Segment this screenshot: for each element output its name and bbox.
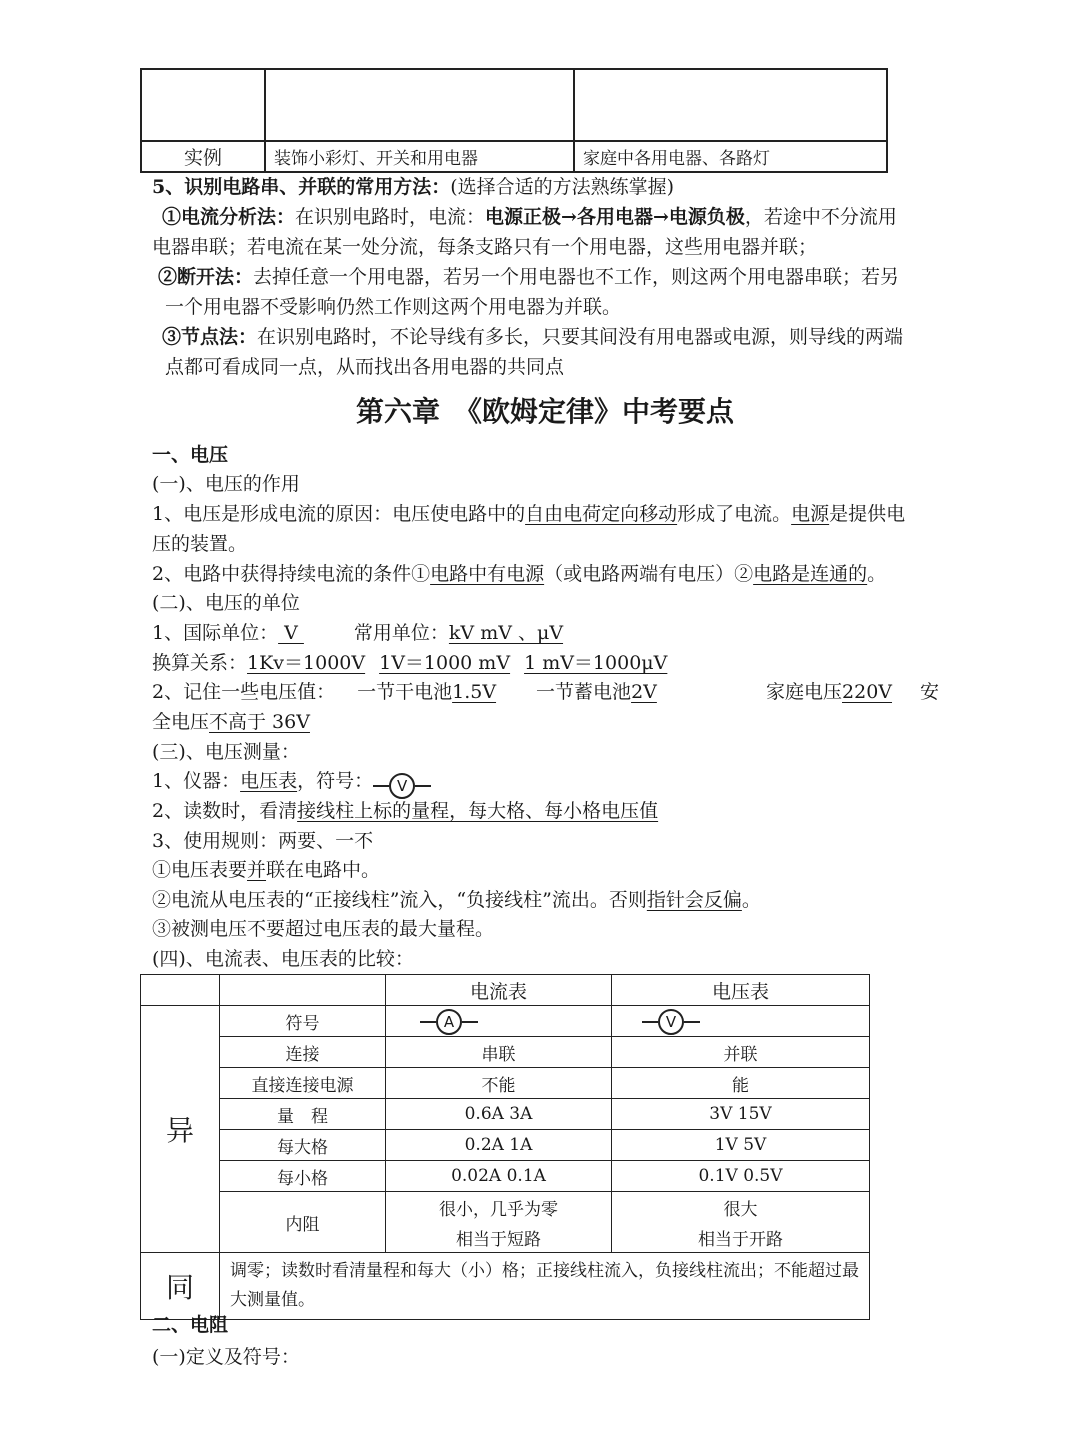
reading-rule: 2、读数时，看清接线柱上标的量程，每大格、每小格电压值 xyxy=(152,800,659,822)
method-current-line2: 电器串联；若电流在某一处分流，每条支路只有一个用电器，这些用电器并联； xyxy=(152,236,818,258)
voltmeter-value: 3V 15V xyxy=(612,1099,870,1130)
ammeter-value: 串联 xyxy=(386,1037,612,1068)
rule-parallel: ①电压表要并联在电路中。 xyxy=(152,859,381,881)
voltmeter-symbol-cell xyxy=(612,1006,870,1037)
ammeter-header: 电流表 xyxy=(386,975,612,1006)
voltage-measure-heading: (三)、电压测量： xyxy=(152,741,300,763)
voltmeter-symbol-icon: V xyxy=(373,773,431,799)
safe-voltage-prefix: 安 xyxy=(920,681,940,703)
row-label: 每大格 xyxy=(220,1130,386,1161)
row-label: 内阻 xyxy=(220,1192,386,1253)
row-label: 每小格 xyxy=(220,1161,386,1192)
series-example: 装饰小彩灯、开关和用电器 xyxy=(265,141,574,172)
voltmeter-symbol-icon: V xyxy=(642,1009,700,1035)
section-voltage-heading: 一、电压 xyxy=(152,444,229,466)
method-node-line2: 点都可看成同一点，从而找出各用电器的共同点 xyxy=(165,356,565,378)
current-condition: 2、电路中获得持续电流的条件①电路中有电源（或电路两端有电压）②电路是连通的。 xyxy=(152,563,887,585)
comparison-heading: (四)、电流表、电压表的比较： xyxy=(152,948,414,970)
si-unit: 1、国际单位： V 常用单位：kV mV 、μV xyxy=(152,622,564,644)
meter-comparison-table xyxy=(140,974,870,1320)
voltmeter-value: 0.1V 0.5V xyxy=(612,1161,870,1192)
ammeter-value: 不能 xyxy=(386,1068,612,1099)
circuit-table-fragment xyxy=(140,68,888,173)
example-label: 实例 xyxy=(141,141,265,172)
row-label: 直接连接电源 xyxy=(220,1068,386,1099)
parallel-example: 家庭中各用电器、各路灯 xyxy=(574,141,887,172)
voltage-unit-heading: (二)、电压的单位 xyxy=(152,592,300,614)
ammeter-value: 很小，几乎为零 xyxy=(386,1192,612,1223)
row-label: 符号 xyxy=(220,1006,386,1037)
voltmeter-value-2: 相当于开路 xyxy=(612,1222,870,1253)
safe-voltage: 全电压不高于 36V xyxy=(152,711,310,733)
resistance-definition-heading: (一)定义及符号： xyxy=(152,1346,300,1368)
voltmeter-value: 1V 5V xyxy=(612,1130,870,1161)
voltage-cause-line2: 压的装置。 xyxy=(152,533,248,555)
ammeter-value: 0.2A 1A xyxy=(386,1130,612,1161)
method-node: ③节点法：在识别电路时，不论导线有多长，只要其间没有用电器或电源，则导线的两端 xyxy=(162,326,904,348)
usage-rule: 3、使用规则：两要、一不 xyxy=(152,830,374,852)
voltage-role-heading: (一)、电压的作用 xyxy=(152,473,300,495)
section-resistance-heading: 二、电阻 xyxy=(152,1314,229,1336)
instrument-line: 1、仪器：电压表，符号： V xyxy=(152,766,431,799)
same-text: 调零；读数时看清量程和每大（小）格；正接线柱流入，负接线柱流出；不能超过最大测量值。 xyxy=(220,1253,870,1320)
home-voltage: 家庭电压220V xyxy=(766,681,893,703)
common-voltages: 2、记住一些电压值： 一节干电池1.5V 一节蓄电池2V xyxy=(152,681,657,703)
voltmeter-value: 并联 xyxy=(612,1037,870,1068)
method-break-line2: 一个用电器不受影响仍然工作则这两个用电器为并联。 xyxy=(165,296,622,318)
rule-polarity: ②电流从电压表的“正接线柱”流入，“负接线柱”流出。否则指针会反偏。 xyxy=(152,889,761,911)
rule-range: ③被测电压不要超过电压表的最大量程。 xyxy=(152,918,495,940)
same-label: 同 xyxy=(141,1253,220,1320)
method-break: ②断开法：去掉任意一个用电器，若另一个用电器也不工作，则这两个用电器串联；若另 xyxy=(158,266,900,288)
voltage-cause: 1、电压是形成电流的原因：电压使电路中的自由电荷定向移动形成了电流。电源是提供电 xyxy=(152,503,906,525)
difference-label: 异 xyxy=(141,1006,220,1253)
methods-title: 5、识别电路串、并联的常用方法：(选择合适的方法熟练掌握) xyxy=(152,176,675,198)
ammeter-value-2: 相当于短路 xyxy=(386,1222,612,1253)
voltmeter-header: 电压表 xyxy=(612,975,870,1006)
row-label: 连接 xyxy=(220,1037,386,1068)
voltmeter-value: 能 xyxy=(612,1068,870,1099)
row-label: 量 程 xyxy=(220,1099,386,1130)
ammeter-value: 0.6A 3A xyxy=(386,1099,612,1130)
method-current: ①电流分析法：在识别电路时，电流：电源正极→各用电器→电源负极，若途中不分流用 xyxy=(162,206,897,228)
unit-conversion: 换算关系：1Kv＝1000V 1V＝1000 mV 1 mV＝1000μV xyxy=(152,652,668,674)
ammeter-symbol-icon: A xyxy=(420,1009,478,1035)
ammeter-symbol-cell xyxy=(386,1006,612,1037)
voltmeter-value: 很大 xyxy=(612,1192,870,1223)
chapter-title: 第六章 《欧姆定律》中考要点 xyxy=(355,395,734,428)
ammeter-value: 0.02A 0.1A xyxy=(386,1161,612,1192)
